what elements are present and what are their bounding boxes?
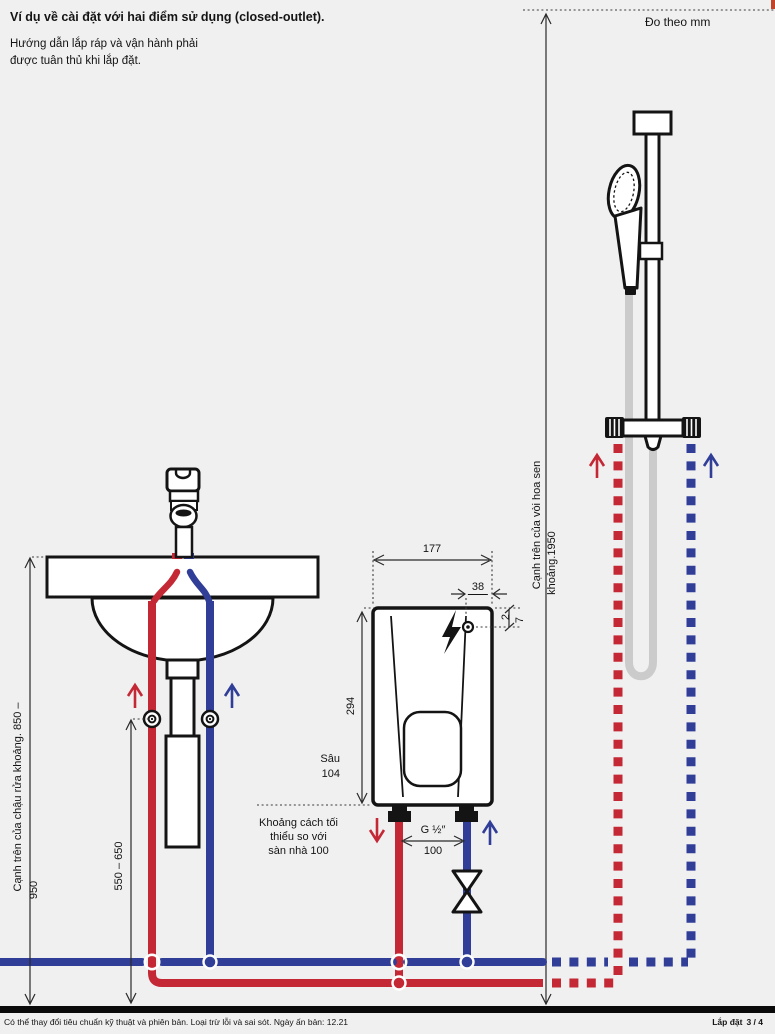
width-extension-lines [373,551,492,605]
dim-cable-offset-right: 38 [468,581,488,595]
shutoff-valve-bowtie-icon [453,871,481,912]
heater-inlet-stub [455,805,478,822]
cold-flow-arrow-sink [225,685,239,708]
heater-front-window [404,712,461,786]
hot-flow-arrow-shower [590,455,604,478]
floor-line [0,1006,775,1013]
shower-rail [646,132,659,420]
cold-flow-arrow-shower [704,455,718,478]
heater-width-dimension-line [374,555,491,565]
dim-cable-offset-top-digit1: 2 [500,613,512,621]
cable-entry-icon [463,622,473,632]
sink-counter [47,557,318,597]
sink-drain-trap [166,660,199,847]
heater-mount-height-label: 550 – 650 [113,841,125,891]
page-title: Ví dụ về cài đặt với hai điểm sử dụng (closed-outlet). [10,10,325,24]
connection-thread-label: G ½″ [420,824,446,836]
shower-handset-handle [615,208,641,288]
shower-assembly [590,112,718,676]
shower-holder [640,243,662,259]
sink-height-dimension-line [25,557,46,1004]
footer-page-number: 3 / 4 [746,1017,763,1027]
hot-flow-arrow-heater [370,818,384,841]
sink-basin [92,598,273,661]
cold-junction-dot-heater [461,956,474,969]
hot-junction-dot-heater [393,977,406,990]
heater-outlet-stub [388,805,411,822]
shower-valve-body [623,420,683,436]
shutoff-valve-cold-icon [202,711,218,727]
page-corner-mark [771,0,775,9]
shower-valve-outlet [645,436,661,450]
dim-cable-offset-top-digit2: 7 [514,616,526,624]
footer-page-indicator [708,1017,763,1027]
dim-heater-width: 177 [422,543,442,555]
shower-rail-cap [634,112,671,134]
depth-label: Sâu [320,753,340,765]
hot-flow-arrow-sink [128,685,142,708]
shower-height-label-line1: Cạnh trên của vòi hoa sen [531,460,543,590]
sink-faucet [167,469,199,557]
sink-height-label-line1: Cạnh trên của chậu rửa khoảng. 850 – [12,702,24,892]
depth-value: 104 [321,768,340,780]
shutoff-valve-hot-icon [144,711,160,727]
footer-page-label: Lắp đặt [712,1017,743,1027]
footer-disclaimer: Có thể thay đổi tiêu chuẩn kỹ thuật và phiên bản. Loại trừ lỗi và sai sót. Ngày ấn bản: 12.21 [4,1017,349,1027]
unit-note: Đo theo mm [645,15,711,29]
shower-valve-knob-left [605,417,624,438]
page-subtitle-line1: Hướng dẫn lắp ráp và vận hành phải [10,38,198,50]
depth-label-block [282,752,340,782]
connection-spacing-label: 100 [423,845,443,857]
floor-clearance-note: Khoảng cách tối thiểu so với sàn nhà 100 [259,817,338,857]
shower-valve-knob-right [682,417,701,438]
shower-height-label-line2: khoảng.1950 [546,531,558,595]
shower-hose-nut [625,286,636,295]
dim-heater-height: 294 [345,696,357,716]
cold-junction-dot-sink [204,956,217,969]
sink-height-label-line2: 950 [28,880,40,900]
cold-flow-arrow-heater [483,822,497,845]
page-subtitle-line2: được tuân thủ khi lắp đặt. [10,55,141,67]
